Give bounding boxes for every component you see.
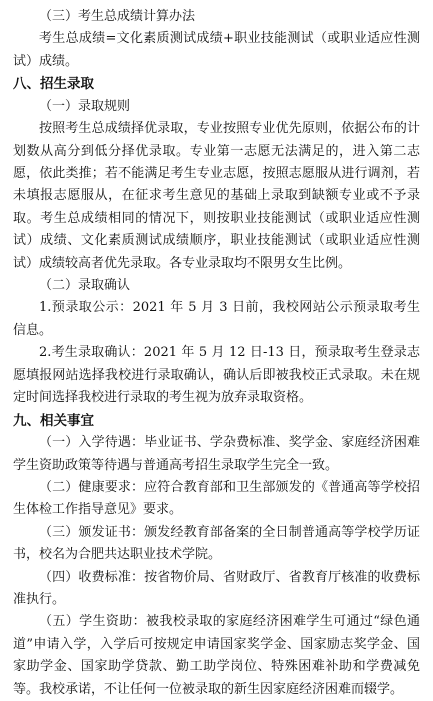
section-8-2-item-2: 2.考生录取确认：2021 年 5 月 12 日-13 日，预录取考生登录志愿填报网站选择我校进行录取确认，确认后即被我校正式录取。未在规定时间选择我校进行录取的考生视为放弃录取资格。	[13, 345, 420, 406]
section-8-2-item-1: 1.预录取公示：2021 年 5 月 3 日前，我校网站公示预录取考生信息。	[13, 300, 420, 338]
section-9-item-5: （五）学生资助：被我校录取的家庭经济困难学生可通过“绿色通道”申请入学，入学后可按规定申请国家奖学金、国家励志奖学金、国家助学金、国家助学贷款、勤工助学岗位、特殊困难补助和学费减免等。我校承诺，不让任何一位被录取的新生因家庭经济困难而辍学。	[13, 614, 420, 697]
section-3-heading: （三）考生总成绩计算办法	[39, 9, 196, 24]
section-9-item-3: （三）颁发证书：颁发经教育部备案的全日制普通高等学校学历证书，校名为合肥共达职业技术学院。	[13, 524, 420, 563]
section-8-1-paragraph: 按照考生总成绩择优录取，专业按照专业优先原则，依据公布的计划数从高分到低分择优录取。专业第一志愿无法满足的，进入第二志愿，依此类推；若不能满足考生专业志愿，按照志愿服从进行调剂，若未填报志愿服从，在征求考生意见的基础上录取到缺额专业或不予录取。考生总成绩相同的情况下，则按职业技能测试（或职业适应性测试）成绩、文化素质测试成绩顺序，职业技能测试（或职业适应性测试）成绩较高者优先录取。各专业录取均不限男女生比例。	[13, 121, 420, 271]
section-9-heading: 九、相关事宜	[13, 412, 94, 429]
section-8-heading: 八、招生录取	[13, 76, 94, 93]
section-9-item-2: （二）健康要求：应符合教育部和卫生部颁发的《普通高等学校招生体检工作指导意见》要求。	[13, 479, 420, 518]
section-3-paragraph: 考生总成绩=文化素质测试成绩+职业技能测试（或职业适应性测试）成绩。	[13, 31, 420, 69]
section-9-item-4: （四）收费标准：按省物价局、省财政厅、省教育厅核准的收费标准执行。	[13, 569, 420, 607]
section-8-2-heading: （二）录取确认	[39, 278, 131, 294]
section-9-item-1: （一）入学待遇：毕业证书、学杂费标准、奖学金、家庭经济困难学生资助政策等待遇与普通高考招生录取学生完全一致。	[13, 435, 420, 473]
section-8-1-heading: （一）录取规则	[39, 98, 131, 114]
